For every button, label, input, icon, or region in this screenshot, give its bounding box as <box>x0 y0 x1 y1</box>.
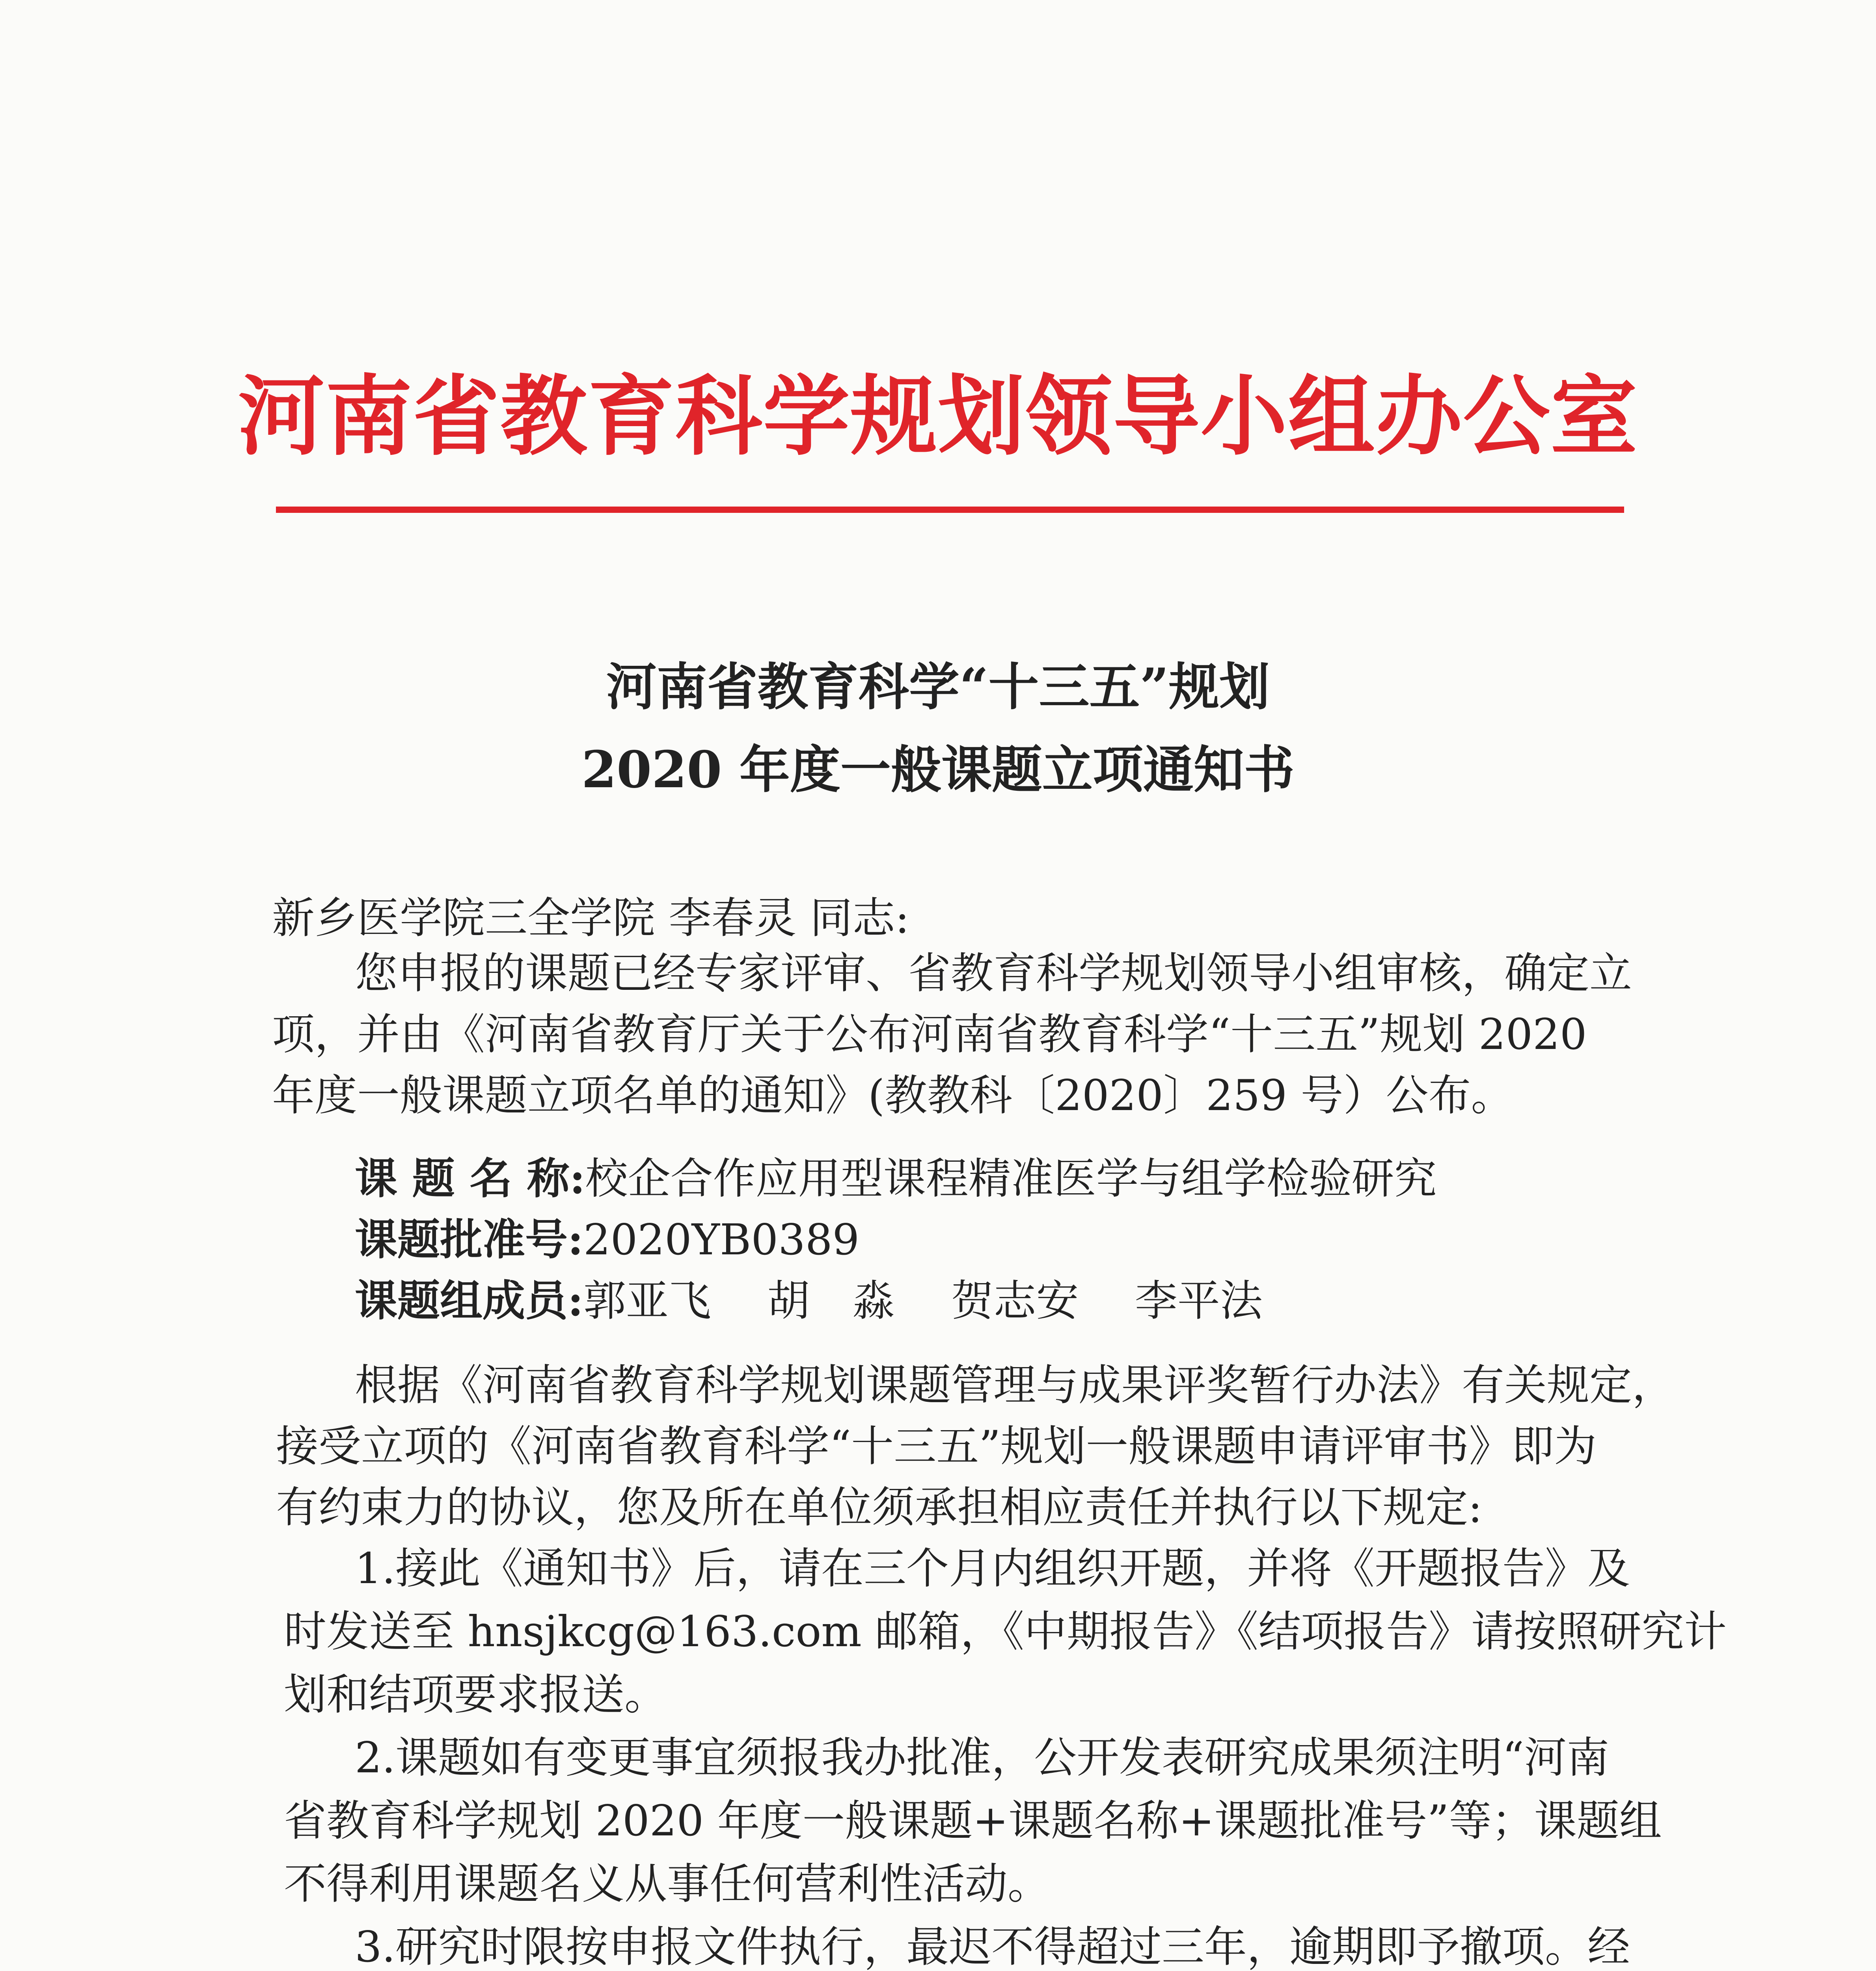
notice-title-line2: 2020 年度一般课题立项通知书 <box>581 740 1295 799</box>
members-value: 郭亚飞 胡 淼 贺志安 李平法 <box>583 1276 1263 1326</box>
project-name-row <box>355 1149 1437 1209</box>
header-red-rule <box>276 507 1624 513</box>
notice-title-line1: 河南省教育科学“十三五”规划 <box>606 658 1270 717</box>
paragraph-line: 接受立项的《河南省教育科学“十三五”规划一般课题申请评审书》即为 <box>276 1422 1597 1471</box>
organization-header: 河南省教育科学规划领导小组办公室 <box>238 365 1638 467</box>
salutation: 新乡医学院三全学院 李春灵 同志: <box>272 894 910 943</box>
paragraph-line: 根据《河南省教育科学规划课题管理与成果评奖暂行办法》有关规定， <box>355 1361 1675 1410</box>
paragraph-line: 您申报的课题已经专家评审、省教育科学规划领导小组审核，确定立 <box>355 949 1632 998</box>
rule-line: 3.研究时限按申报文件执行，最迟不得超过三年，逾期即予撤项。经 <box>355 1923 1630 1971</box>
approval-number-row <box>355 1210 859 1270</box>
approval-number-label: 课题批准号: <box>355 1215 583 1265</box>
rule-line: 划和结项要求报送。 <box>284 1670 667 1720</box>
members-row <box>355 1271 1263 1331</box>
members-label: 课题组成员: <box>355 1276 583 1326</box>
paragraph-line: 年度一般课题立项名单的通知》(教教科〔2020〕259 号）公布。 <box>272 1071 1514 1120</box>
rule-line: 1.接此《通知书》后，请在三个月内组织开题，并将《开题报告》及 <box>355 1544 1630 1593</box>
paragraph-line: 有约束力的协议，您及所在单位须承担相应责任并执行以下规定: <box>276 1483 1483 1532</box>
project-name-label: 课 题 名 称: <box>355 1154 585 1203</box>
paragraph-line: 项，并由《河南省教育厅关于公布河南省教育科学“十三五”规划 2020 <box>272 1010 1587 1059</box>
approval-number-value: 2020YB0389 <box>583 1215 860 1265</box>
project-name-value: 校企合作应用型课程精准医学与组学检验研究 <box>585 1154 1437 1203</box>
rule-line: 2.课题如有变更事宜须报我办批准，公开发表研究成果须注明“河南 <box>355 1733 1610 1783</box>
rule-line: 不得利用课题名义从事任何营利性活动。 <box>284 1859 1051 1909</box>
rule-line: 时发送至 hnsjkcg@163.com 邮箱，《中期报告》《结项报告》请按照研究计 <box>284 1607 1727 1656</box>
rule-line: 省教育科学规划 2020 年度一般课题+课题名称+课题批准号”等；课题组 <box>284 1796 1662 1846</box>
